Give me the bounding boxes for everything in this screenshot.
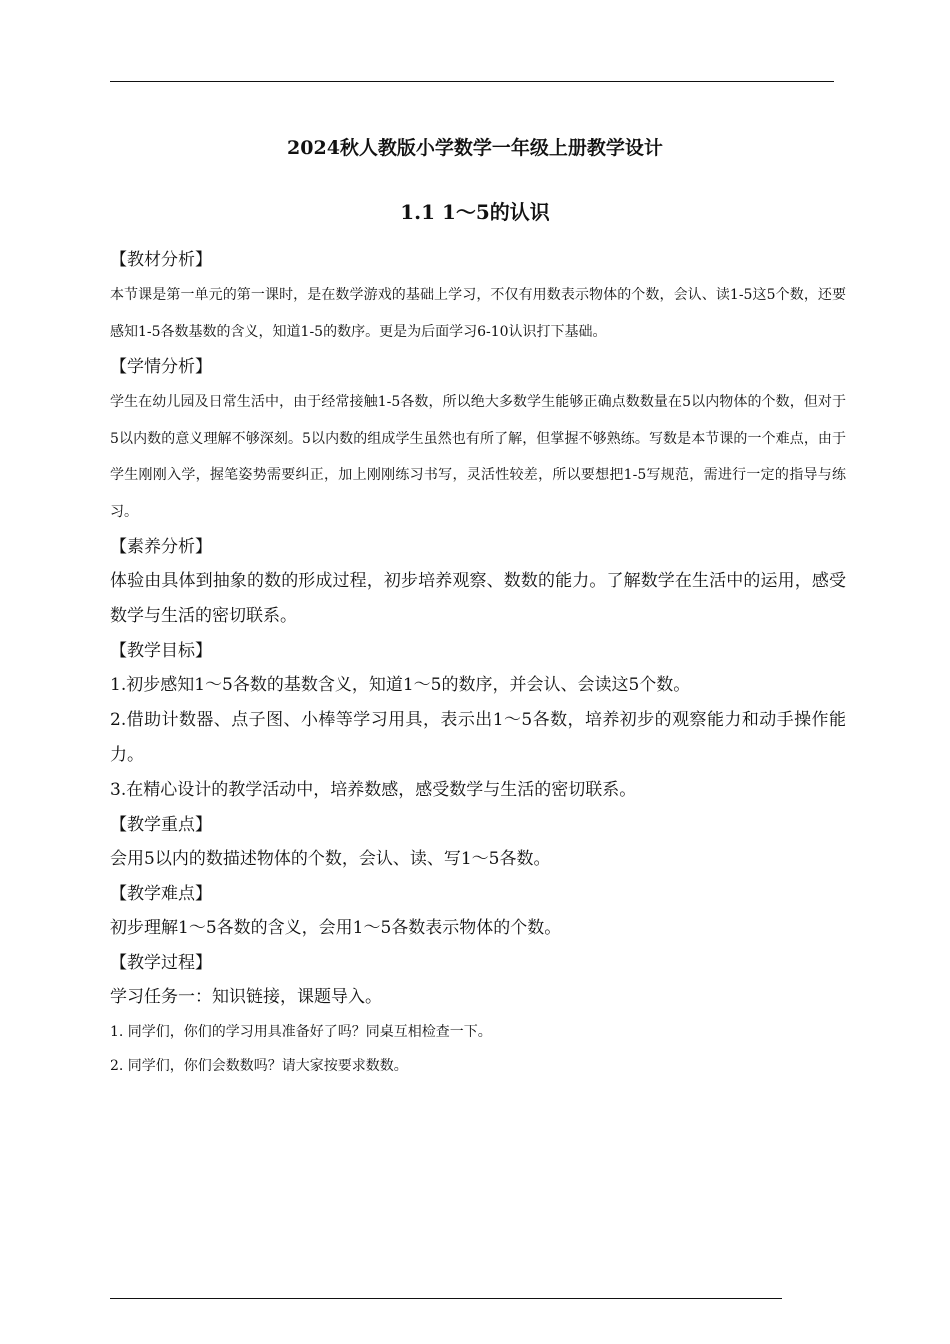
section-heading-key-points: 【教学重点】 <box>110 815 212 835</box>
header-rule <box>110 81 834 82</box>
student-analysis-text: 学生在幼儿园及日常生活中，由于经常接触1-5各数，所以绝大多数学生能够正确点数数量在5以内物体的个数，但对于5以内数的意义理解不够深刻。5以内数的组成学生虽然也有所了解，但掌握不够熟练。写数是本节课的一个难点，由于学生刚刚入学，握笔姿势需要纠正，加上刚刚练习书写，灵活性较差，所以要想把1-5写规范，需进行一定的指导与练习。 <box>110 394 846 520</box>
lesson-title: 1.1 1～5的认识 <box>400 200 550 224</box>
document-body <box>110 243 846 1083</box>
objective-item: 2.借助计数器、点子图、小棒等学习用具，表示出1～5各数，培养初步的观察能力和动手操作能力。 <box>110 710 846 765</box>
textbook-analysis-text: 本节课是第一单元的第一课时，是在数学游戏的基础上学习，不仅有用数表示物体的个数，会认、读1-5这5个数，还要感知1-5各数基数的含义，知道1-5的数序。更是为后面学习6-10认识打下基础。 <box>110 287 846 340</box>
key-points-text: 会用5以内的数描述物体的个数，会认、读、写1～5各数。 <box>110 849 551 869</box>
difficulties-text: 初步理解1～5各数的含义，会用1～5各数表示物体的个数。 <box>110 918 562 938</box>
section-heading-textbook-analysis: 【教材分析】 <box>110 250 212 270</box>
literacy-analysis-text: 体验由具体到抽象的数的形成过程，初步培养观察、数数的能力。了解数学在生活中的运用，感受数学与生活的密切联系。 <box>110 571 846 626</box>
process-task-one: 学习任务一：知识链接，课题导入。 <box>110 987 382 1007</box>
document-title: 2024秋人教版小学数学一年级上册教学设计 <box>287 137 663 159</box>
section-heading-literacy-analysis: 【素养分析】 <box>110 537 212 557</box>
footer-rule <box>110 1298 782 1299</box>
section-heading-objectives: 【教学目标】 <box>110 641 212 661</box>
process-step: 1. 同学们，你们的学习用具准备好了吗？同桌互相检查一下。 <box>110 1024 492 1040</box>
objective-item: 3.在精心设计的教学活动中，培养数感，感受数学与生活的密切联系。 <box>110 780 637 800</box>
objective-item: 1.初步感知1～5各数的基数含义，知道1～5的数序，并会认、会读这5个数。 <box>110 675 691 695</box>
process-step: 2. 同学们，你们会数数吗？请大家按要求数数。 <box>110 1058 408 1074</box>
section-heading-student-analysis: 【学情分析】 <box>110 357 212 377</box>
section-heading-difficulties: 【教学难点】 <box>110 884 212 904</box>
section-heading-process: 【教学过程】 <box>110 953 212 973</box>
